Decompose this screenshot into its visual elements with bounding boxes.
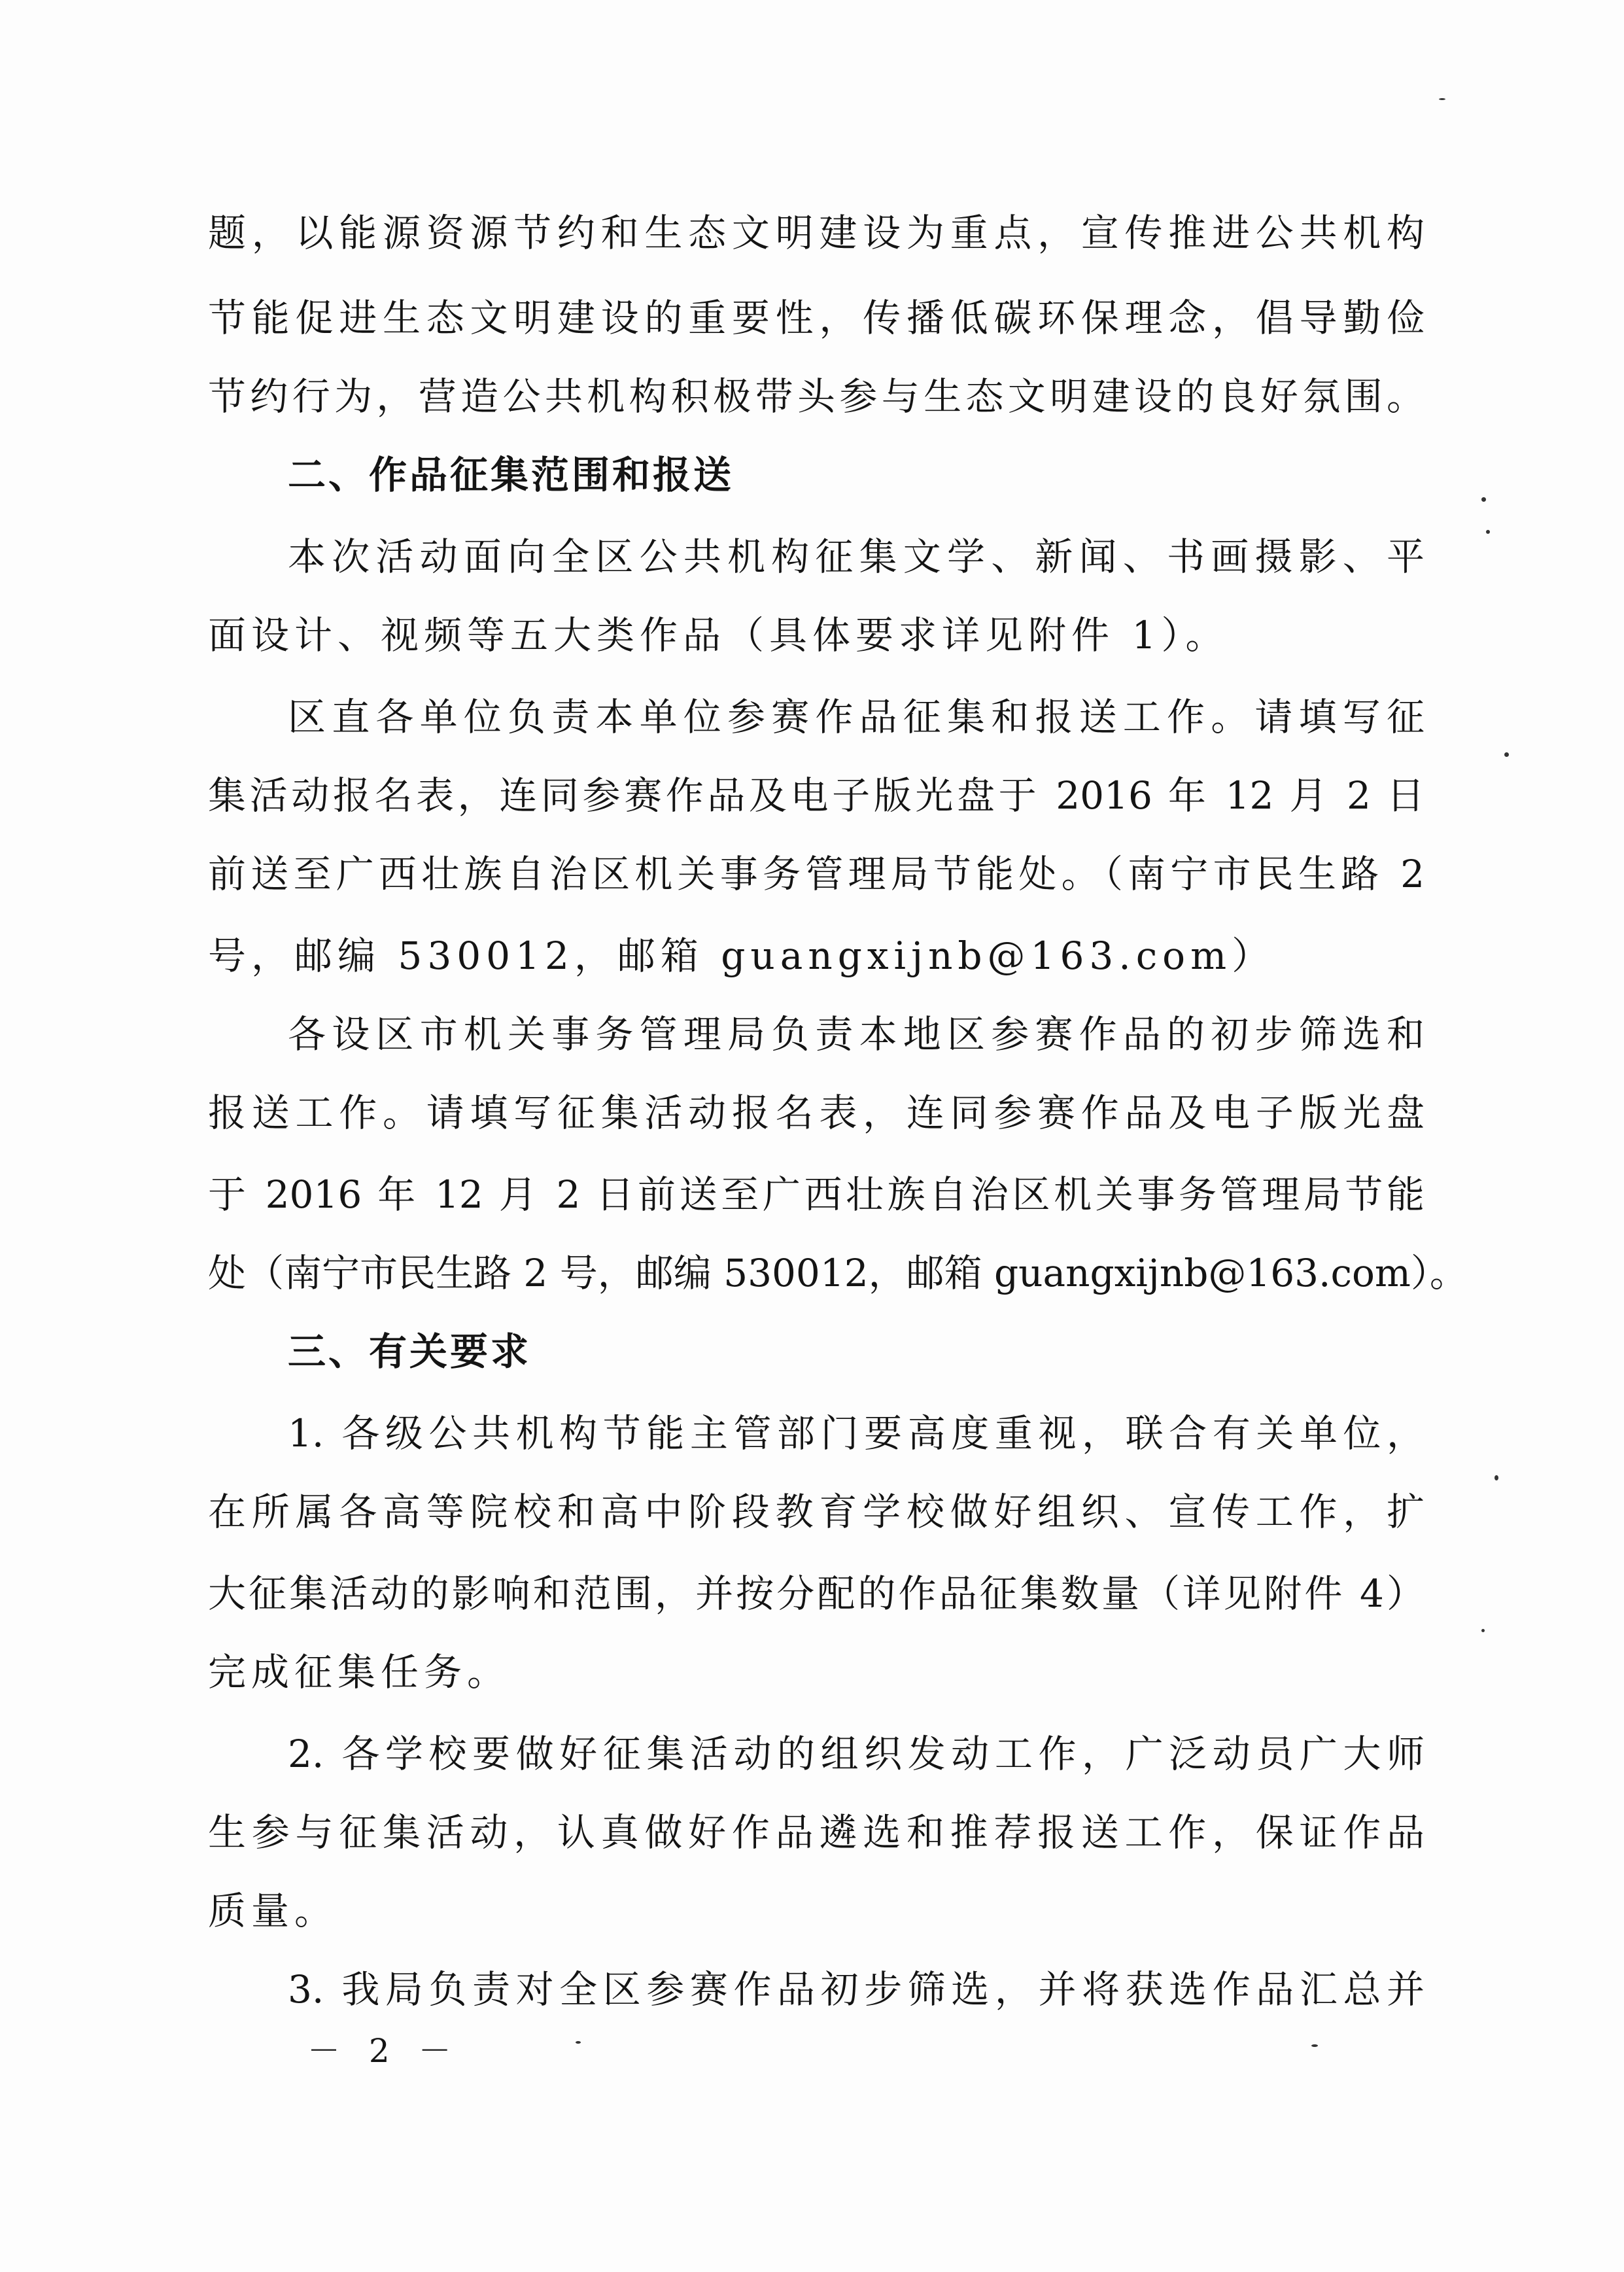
- paragraph-line: 集活动报名表，连同参赛作品及电子版光盘于 2016 年 12 月 2 日: [208, 773, 1425, 818]
- page-number: － 2 －: [307, 2032, 460, 2070]
- scan-speck: [1439, 98, 1445, 100]
- paragraph-line: 3. 我局负责对全区参赛作品初步筛选，并将获选作品汇总并: [288, 1967, 1425, 2012]
- paragraph-line: 区直各单位负责本单位参赛作品征集和报送工作。请填写征: [288, 695, 1425, 739]
- scan-speck: [1504, 752, 1509, 757]
- scan-speck: [576, 2041, 581, 2044]
- paragraph-line: 2. 各学校要做好征集活动的组织发动工作，广泛动员广大师: [288, 1732, 1425, 1776]
- paragraph-line: 生参与征集活动，认真做好作品遴选和推荐报送工作，保证作品: [208, 1810, 1425, 1855]
- scan-speck: [1481, 1629, 1485, 1632]
- paragraph-line: 号，邮编 530012，邮箱 guangxijnb@163.com）: [208, 934, 1275, 978]
- paragraph-line: 处（南宁市民生路 2 号，邮编 530012，邮箱 guangxijnb@163.com）。: [208, 1251, 1468, 1295]
- scan-speck: [1481, 497, 1486, 502]
- paragraph-line: 1. 各级公共机构节能主管部门要高度重视，联合有关单位，: [288, 1411, 1425, 1456]
- paragraph-line: 题，以能源资源节约和生态文明建设为重点，宣传推进公共机构: [208, 211, 1425, 255]
- section-heading: 三、有关要求: [288, 1329, 532, 1374]
- paragraph-line: 本次活动面向全区公共机构征集文学、新闻、书画摄影、平: [288, 534, 1425, 579]
- section-heading: 二、作品征集范围和报送: [288, 453, 734, 497]
- paragraph-line: 前送至广西壮族自治区机关事务管理局节能处。（南宁市民生路 2: [208, 852, 1425, 896]
- paragraph-line: 节能促进生态文明建设的重要性，传播低碳环保理念，倡导勤俭: [208, 296, 1425, 340]
- scan-speck: [1494, 1475, 1498, 1480]
- scan-speck: [1311, 2044, 1318, 2047]
- paragraph-line: 节约行为，营造公共机构积极带头参与生态文明建设的良好氛围。: [208, 374, 1425, 419]
- paragraph-line: 报送工作。请填写征集活动报名表，连同参赛作品及电子版光盘: [208, 1091, 1425, 1135]
- scan-speck: [1486, 530, 1490, 534]
- paragraph-line: 于 2016 年 12 月 2 日前送至广西壮族自治区机关事务管理局节能: [208, 1172, 1425, 1217]
- paragraph-line: 面设计、视频等五大类作品（具体要求详见附件 1）。: [208, 613, 1229, 657]
- paragraph-line: 质量。: [208, 1889, 338, 1933]
- paragraph-line: 大征集活动的影响和范围，并按分配的作品征集数量（详见附件 4）: [208, 1571, 1425, 1616]
- paragraph-line: 各设区市机关事务管理局负责本地区参赛作品的初步筛选和: [288, 1012, 1425, 1057]
- paragraph-line: 在所属各高等院校和高中阶段教育学校做好组织、宣传工作，扩: [208, 1490, 1425, 1534]
- paragraph-line: 完成征集任务。: [208, 1650, 511, 1694]
